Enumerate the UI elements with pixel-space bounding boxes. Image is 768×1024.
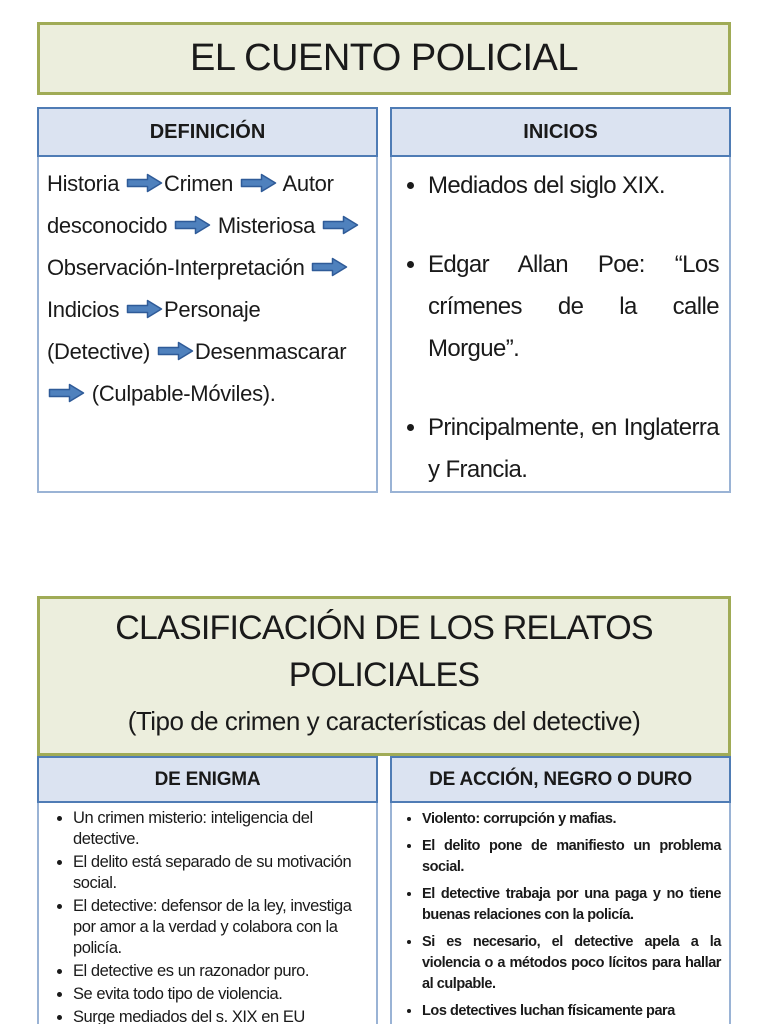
enigma-body [37,803,378,1024]
enigma-list [39,803,376,1024]
flow-arrow-icon [240,173,277,193]
slide2-title-box [37,596,731,756]
enigma-header-label: DE ENIGMA [154,768,261,790]
inicios-list [392,157,729,491]
enigma-panel [37,756,378,1024]
slide-2 [0,596,768,1024]
definicion-text-segment: Crimen [164,171,239,196]
slide1-title-box [37,22,731,95]
definicion-text-segment: Indicios [47,297,126,322]
bullet-item: • Un crimen misterio: inteligencia del detective. [73,808,370,850]
slide2-subtitle: (Tipo de crimen y características del detective) [127,706,641,736]
bullet-item: • El detective: defensor de la ley, investiga por amor a la verdad y colabora con la policía. [73,896,370,959]
accion-list [392,803,729,1022]
accion-header [390,756,731,803]
definicion-header-label: DEFINICIÓN [149,120,266,143]
flow-arrow-icon [174,215,211,235]
slide2-title: CLASIFICACIÓN DE LOS RELATOS POLICIALES [115,609,653,694]
bullet-item: • El detective es un razonador puro. [73,961,370,982]
bullet-item: • Se evita todo tipo de violencia. [73,984,370,1005]
bullet-item: • Los detectives luchan físicamente para [422,1001,721,1022]
definicion-text-segment: Historia [47,171,125,196]
definicion-panel [37,107,378,493]
definicion-text-segment: Personaje (Detective) [47,297,261,364]
flow-arrow-icon [322,215,359,235]
flow-arrow-icon [126,173,163,193]
bullet-item: • El delito está separado de su motivación social. [73,852,370,894]
accion-body [390,803,731,1024]
definicion-header [37,107,378,157]
flow-arrow-icon [157,341,194,361]
definicion-text-segment: Autor desconocido [47,171,334,238]
bullet-item: • El delito pone de manifiesto un problema social. [422,836,721,878]
flow-arrow-icon [48,383,85,403]
definicion-text-segment: (Culpable-Móviles). [86,381,276,406]
bullet-item: • Mediados del siglo XIX. [428,165,723,207]
inicios-header-label: INICIOS [523,120,598,143]
definicion-body [37,157,378,493]
inicios-header [390,107,731,157]
definicion-text-segment: Desenmascarar [194,339,347,364]
flow-arrow-icon [311,257,348,277]
bullet-item: • Principalmente, en Inglaterra y Francia. [428,407,723,491]
definicion-text-segment: Misteriosa [212,213,321,238]
bullet-item: • El detective trabaja por una paga y no tiene buenas relaciones con la policía. [422,884,721,926]
inicios-body [390,157,731,493]
bullet-item: • Edgar Allan Poe: “Los crímenes de la calle Morgue”. [428,244,723,370]
accion-panel [390,756,731,1024]
enigma-header [37,756,378,803]
slide2-columns [37,756,731,1024]
bullet-item: • Si es necesario, el detective apela a la violencia o a métodos poco lícitos para hallar al culpable. [422,932,721,995]
bullet-item: • Violento: corrupción y mafias. [422,809,721,830]
slide-1 [0,22,768,493]
slide1-columns [37,107,731,493]
inicios-panel [390,107,731,493]
accion-header-label: DE ACCIÓN, NEGRO O DURO [429,768,692,790]
bullet-item: • Surge mediados del s. XIX en EU [73,1007,370,1024]
definicion-text-segment: Observación-Interpretación [47,255,311,280]
slide1-title: EL CUENTO POLICIAL [189,37,578,79]
flow-arrow-icon [126,299,163,319]
